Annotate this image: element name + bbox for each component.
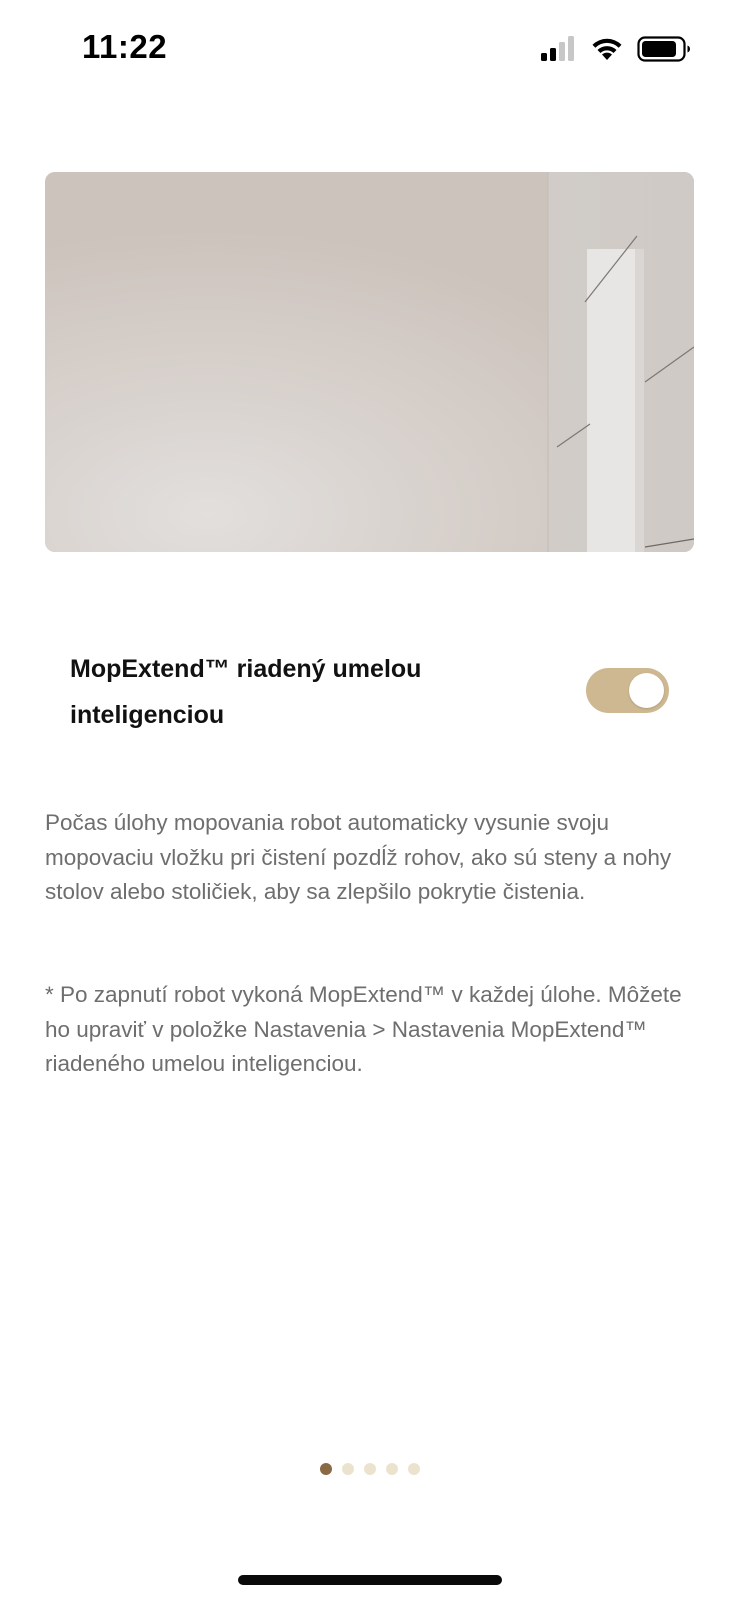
description-text: Počas úlohy mopovania robot automaticky vysunie svoju mopovaciu vložku pri čistení pozdĺž rohov, ako sú steny a nohy stolov alebo stoličiek, aby sa zlepšilo pokrytie čistenia. (45, 810, 672, 904)
page-dot-3[interactable] (364, 1463, 376, 1475)
page-dot-5[interactable] (408, 1463, 420, 1475)
battery-icon (637, 36, 691, 62)
mopextend-toggle[interactable] (586, 668, 669, 713)
status-time: 11:22 (82, 28, 168, 65)
hero-image (45, 172, 694, 552)
status-bar (0, 0, 739, 100)
setting-title: MopExtend™ riadený umelou inteligenciou (70, 655, 422, 729)
home-indicator[interactable] (238, 1575, 502, 1585)
page-dot-2[interactable] (342, 1463, 354, 1475)
note-text: * Po zapnutí robot vykoná MopExtend™ v každej úlohe. Môžete ho upraviť v položke Nastavenia > Nastavenia MopExtend™ riadeného umelou inteligenciou. (45, 982, 682, 1076)
page-dot-1[interactable] (320, 1463, 332, 1475)
page-indicator (0, 1463, 739, 1475)
wifi-icon (590, 34, 624, 62)
page-dot-4[interactable] (386, 1463, 398, 1475)
toggle-knob (629, 673, 664, 708)
signal-icon (540, 36, 578, 62)
